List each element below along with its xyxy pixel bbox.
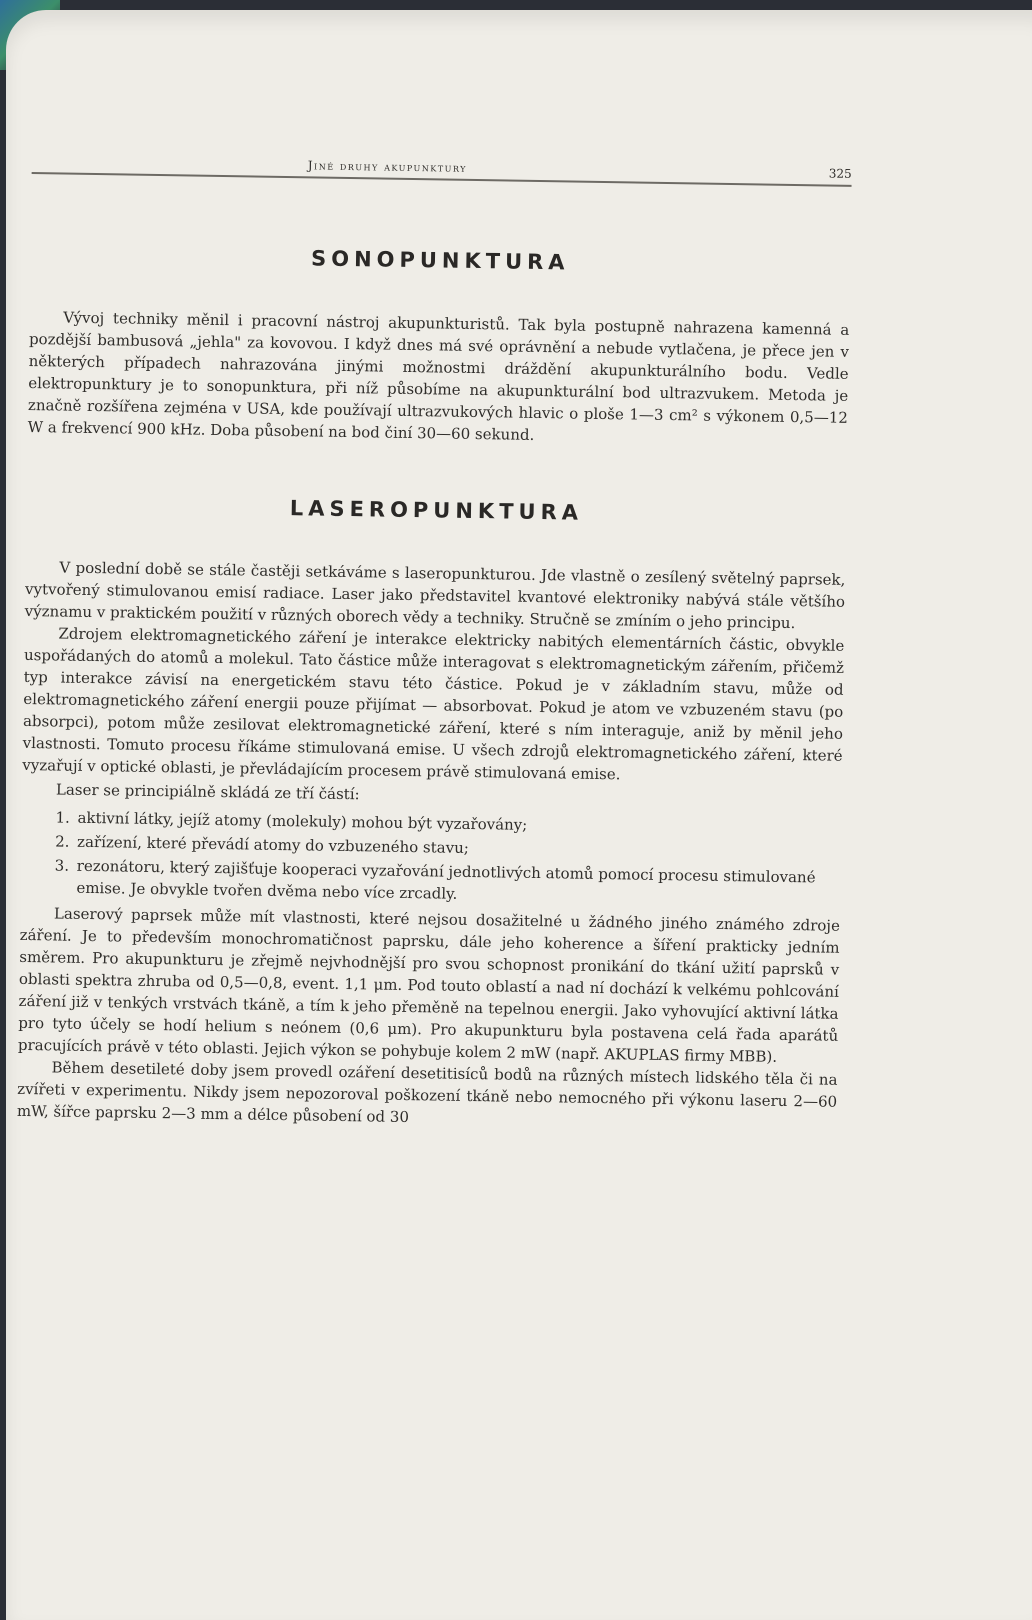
book-page [6,10,1032,1620]
list-item-text: aktivní látky, jejíž atomy (molekuly) mohou být vyzařovány; [77,808,528,834]
paragraph-laser-5: Během desetileté doby jsem provedl ozáření desetitisíců bodů na různých místech lidského těla či na zvířeti v experimentu. Nikdy jsem nepozoroval poškození tkáně nebo nemocného při výkonu laseru 2—60 mW, šířce paprsku 2—3 mm a délce působení od 30 [16,1058,838,1127]
paragraph-laser-3: Laser se principiálně skládá ze tří částí: [55,780,360,804]
list-item-text: rezonátoru, který zajišťuje kooperaci vyzařování jednotlivých atomů pomocí procesu stimulované emise. Je obvykle tvořen dvěma nebo více zrcadly. [76,856,816,903]
paragraph-laser-1: V poslední době se stále častěji setkáváme s laseropunkturou. Jde vlastně o zesílený světelný paprsek, vytvořený stimulovanou emisí radiace. Laser jako představitel kvantové elektroniky nabývá stále většího významu v praktickém použití v různých oborech vědy a techniky. Stručně se zmíním o jeho principu. [24,558,846,633]
list-item-text: zařízení, které převádí atomy do vzbuzeného stavu; [76,832,470,857]
list-item-number: 2. [55,832,70,851]
paragraph-laser-4: Laserový paprsek může mít vlastnosti, které nejsou dosažitelné u žádného jiného známého zdroje záření. Je to především monochromatičnost paprsku, dále jeho koherence a šíření prakticky jedním směrem. Pro akupunkturu je zřejmě nejvhodnější pro svou schopnost pronikání do tkání užití paprsků v oblasti spektra zhruba od 0,5—0,8, event. 1,1 μm. Pod touto oblastí a nad ní dochází k velkému pohlcování záření již v tenkých vrstvách tkáně, a tím k jeho přeměně na tepelnou energii. Jako vyhovující aktivní látka pro tyto účely se hodí helium s neónem (0,6 μm). Pro akupunkturu byla postavena celá řada aparátů pracujících právě v této oblasti. Jejich výkon se pohybuje kolem 2 mW (např. AKUPLAS firmy MBB). [17,904,841,1066]
list-item-number: 3. [54,856,70,875]
paragraph-laser-2: Zdrojem elektromagnetického záření je interakce elektricky nabitých elementárních částic, obvykle uspořádaných do atomů a molekul. Tato částice může interagovat s elektromagnetickým zářením, přičemž typ interakce závisí na energetickém stavu této částice. Pokud je v základním stavu, může od elektromagnetického záření energii pouze přijímat — absorbovat. Pokud je atom ve vzbuzeném stavu (po absorpci), potom může zesilovat elektromagnetické záření, které s ním interaguje, aniž by měnil jeho vlastnosti. Tomuto procesu říkáme stimulovaná emise. U všech zdrojů elektromagnetického záření, které vyzařují v optické oblasti, je převládajícím procesem právě stimulovaná emise. [22,624,845,784]
page-number: 325 [828,166,852,181]
running-head [31,150,852,203]
running-head-title: Jiné druhy akupunktury [307,158,468,175]
laser-parts-list [20,806,841,911]
heading-sonopunktura: SONOPUNKTURA [310,246,570,275]
page-content [17,150,852,1135]
heading-laseropunktura: LASEROPUNKTURA [289,496,584,525]
paragraph-sonopunktura: Vývoj techniky měnil i pracovní nástroj akupunkturistů. Tak byla postupně nahrazena kamenná a pozdější bambusová „jehla" za kovovou. I když dnes má své oprávnění a nebude vytlačena, je přece jen v některých případech nahrazována jinými možnostmi dráždění akupunkturálního bodu. Vedle elektropunktury je to sonopunktura, při níž působíme na akupunkturální bod ultrazvukem. Metoda je značně rozšířena zejména v USA, kde používají ultrazvukových hlavic o ploše 1—3 cm² s výkonem 0,5—12 W a frekvencí 900 kHz. Doba působení na bod činí 30—60 sekund. [27,308,850,444]
list-item-number: 1. [55,808,70,827]
